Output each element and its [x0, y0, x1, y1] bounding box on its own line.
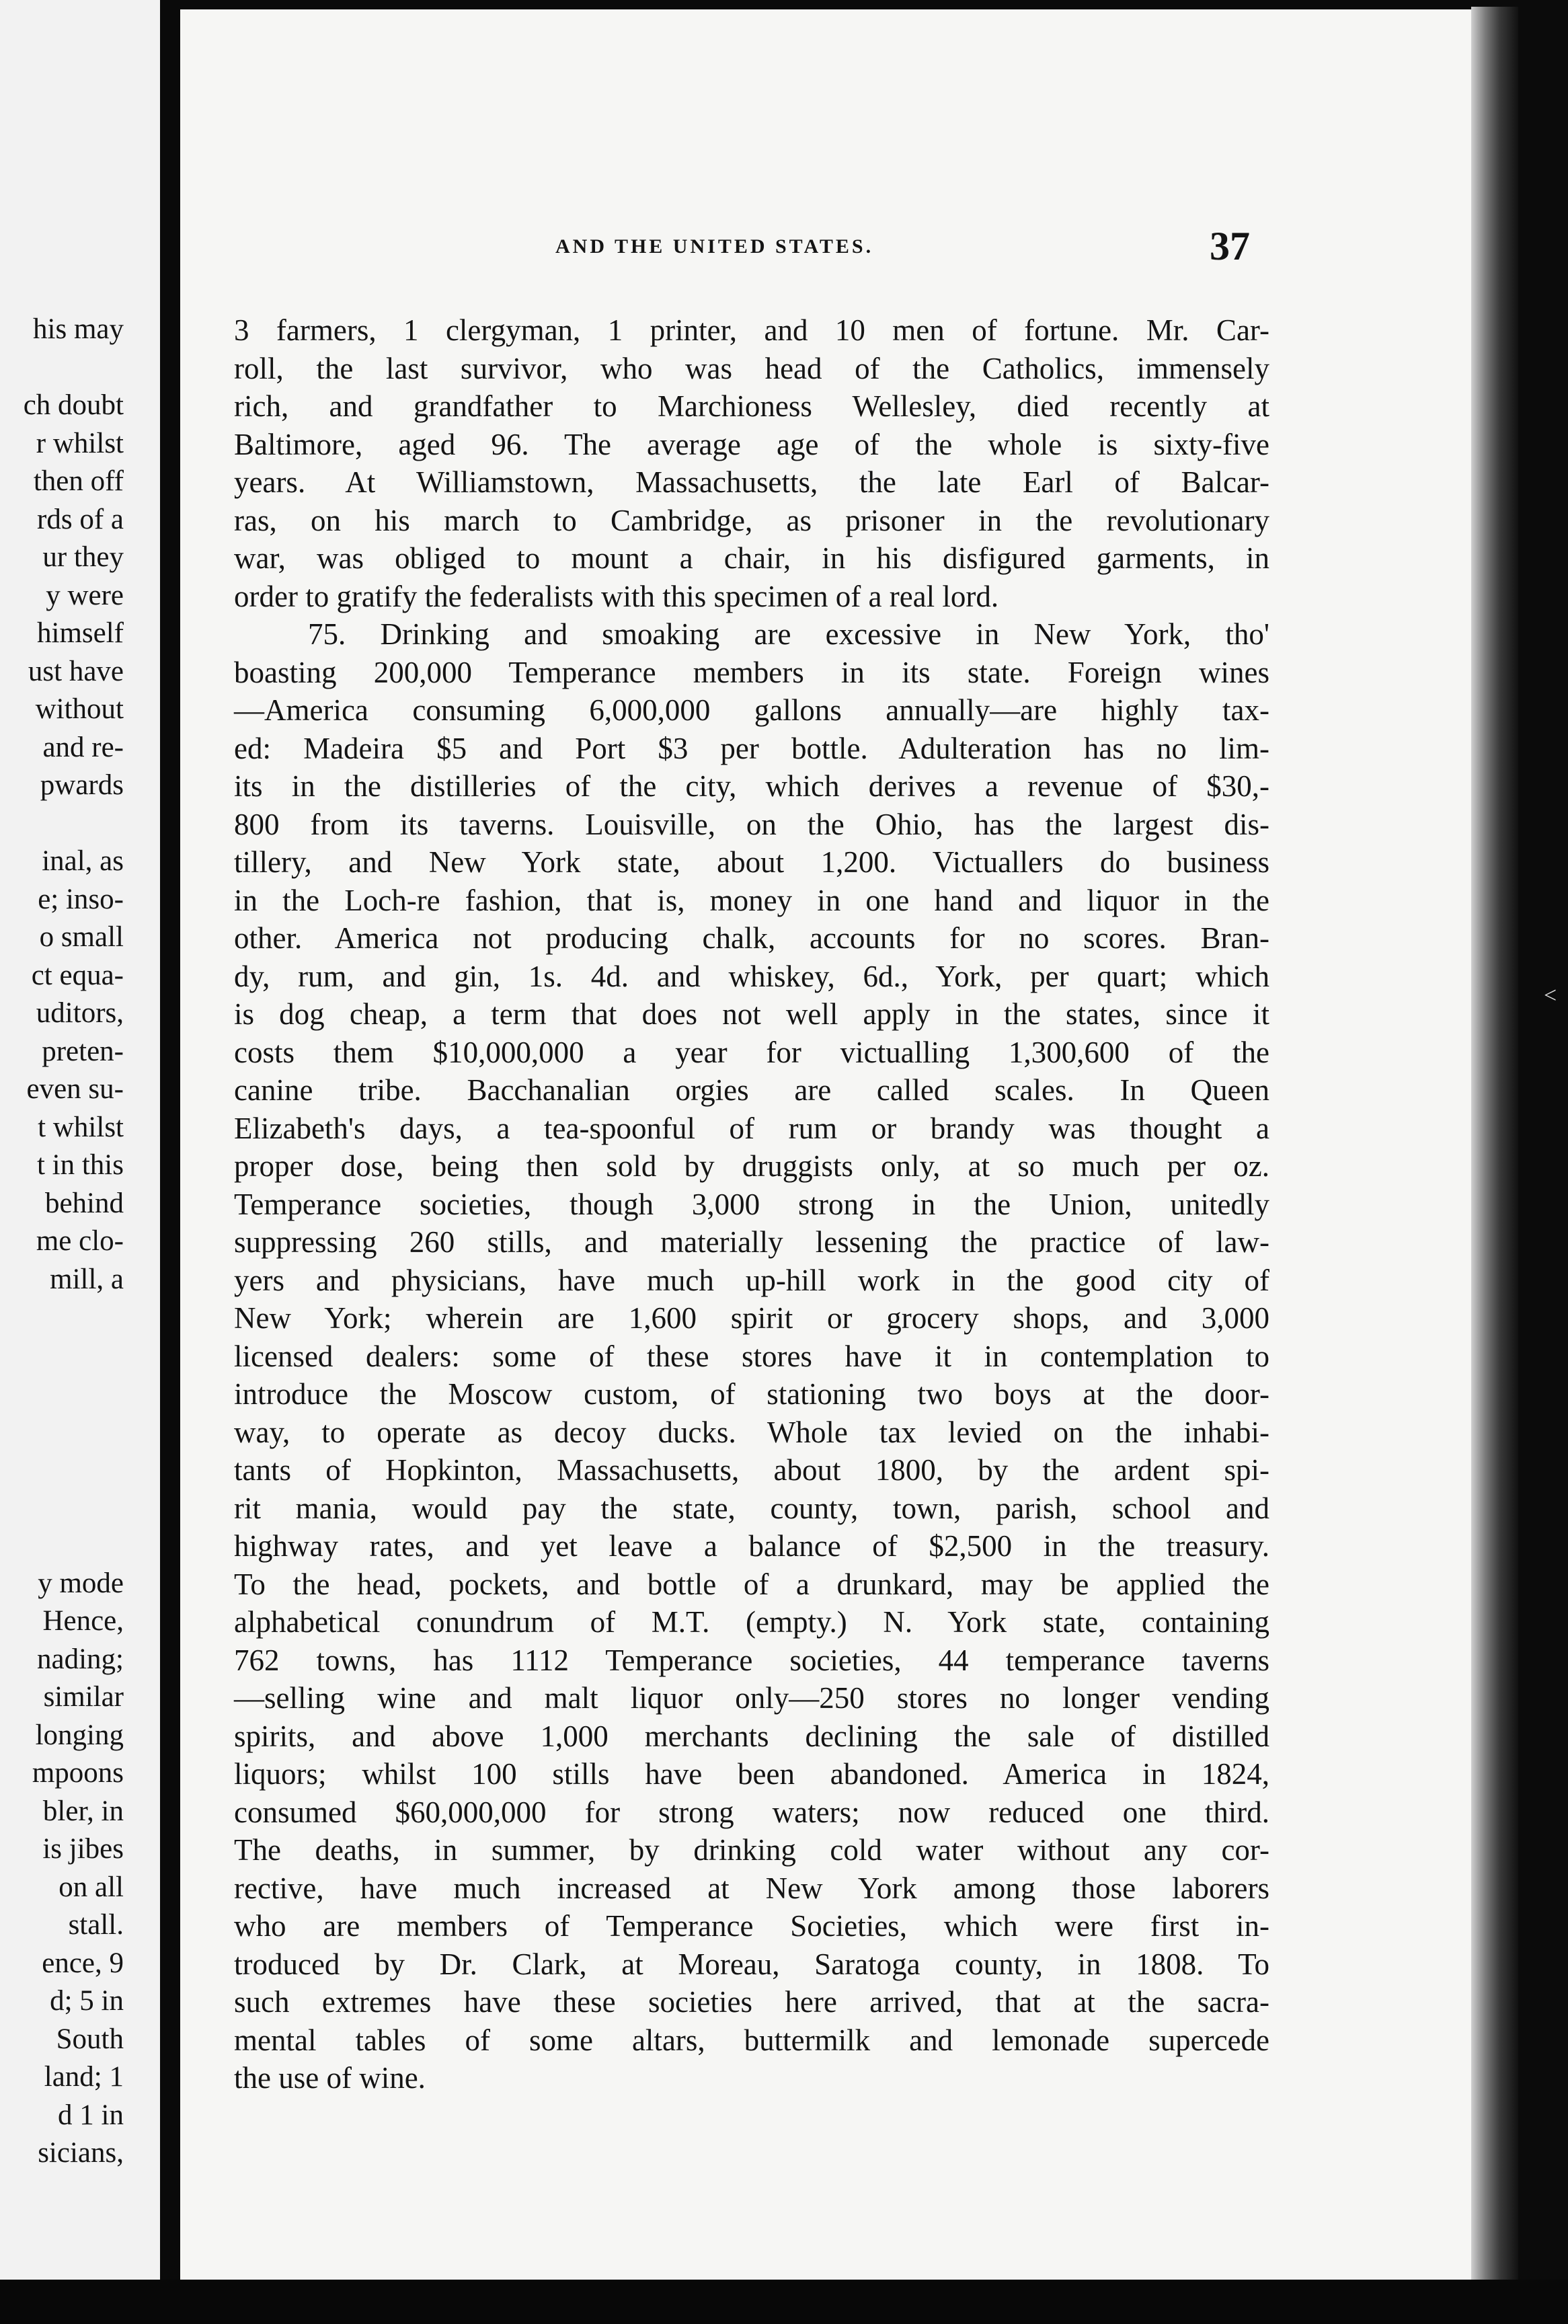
- previous-page-line: [24, 1450, 124, 1489]
- previous-page-line: similar: [43, 1681, 124, 1713]
- text-line: the use of wine.: [234, 2061, 426, 2095]
- text-line: 800 from its taverns. Louisville, on the Ohio, has the largest dis-: [234, 807, 1269, 841]
- previous-page-line: uditors,: [36, 997, 124, 1029]
- previous-page-line: [24, 1374, 124, 1413]
- text-line: who are members of Temperance Societies, which were first in-: [234, 1909, 1269, 1943]
- previous-page-line: ust have: [28, 655, 124, 687]
- text-line: highway rates, and yet leave a balance of $2,500 in the treasury.: [234, 1529, 1269, 1563]
- text-line: 762 towns, has 1112 Temperance societies, 44 temperance taverns: [234, 1643, 1269, 1677]
- text-line: —selling wine and malt liquor only—250 stores no longer vending: [234, 1681, 1269, 1715]
- text-line: rective, have much increased at New York among those laborers: [234, 1871, 1269, 1905]
- previous-page-line: mill, a: [50, 1263, 124, 1295]
- text-line: in the Loch-re fashion, that is, money in one hand and liquor in the: [234, 883, 1269, 917]
- edge-mark: <: [1544, 983, 1557, 1008]
- previous-page-line: and re-: [42, 731, 124, 763]
- previous-page-line: t whilst: [38, 1111, 124, 1143]
- previous-page-line: on all: [58, 1871, 124, 1903]
- previous-page-line: pwards: [40, 769, 124, 801]
- text-line: its in the distilleries of the city, which derives a revenue of $30,-: [234, 769, 1269, 803]
- text-line: rit mania, would pay the state, county, town, parish, school and: [234, 1491, 1269, 1525]
- previous-page-line: d; 5 in: [50, 1985, 124, 2017]
- previous-page-line: [24, 1489, 124, 1527]
- text-line: 75. Drinking and smoaking are excessive in New York, tho': [308, 617, 1269, 651]
- previous-page-line: ur they: [42, 541, 124, 573]
- page-edge-shadow: [1471, 7, 1518, 2280]
- previous-page-line: Hence,: [42, 1605, 124, 1637]
- text-line: suppressing 260 stills, and materially lessening the practice of law-: [234, 1225, 1269, 1259]
- previous-page-line: ch doubt: [23, 389, 124, 421]
- text-line: is dog cheap, a term that does not well apply in the states, since it: [234, 997, 1269, 1031]
- text-line: troduced by Dr. Clark, at Moreau, Saratoga county, in 1808. To: [234, 1947, 1269, 1981]
- text-line: rich, and grandfather to Marchioness Wellesley, died recently at: [234, 389, 1269, 423]
- previous-page-line: behind: [44, 1187, 124, 1219]
- text-line: ras, on his march to Cambridge, as prisoner in the revolutionary: [234, 503, 1269, 537]
- text-line: yers and physicians, have much up-hill work in the good city of: [234, 1263, 1269, 1297]
- text-line: consumed $60,000,000 for strong waters; now reduced one third.: [234, 1795, 1269, 1829]
- previous-page-line: [24, 1526, 124, 1565]
- previous-page-line: bler, in: [42, 1795, 124, 1827]
- text-line: spirits, and above 1,000 merchants declining the sale of distilled: [234, 1719, 1269, 1753]
- previous-page-line: is jibes: [42, 1833, 124, 1865]
- previous-page-line: mpoons: [32, 1757, 124, 1789]
- previous-page-line: [24, 349, 124, 387]
- body-text: [234, 311, 1269, 2097]
- text-line: introduce the Moscow custom, of stationing two boys at the door-: [234, 1377, 1269, 1411]
- previous-page-line: [24, 805, 124, 843]
- previous-page-line: d 1 in: [58, 2099, 124, 2131]
- running-head: AND THE UNITED STATES.: [555, 235, 874, 258]
- text-line: 3 farmers, 1 clergyman, 1 printer, and 10 men of fortune. Mr. Car-: [234, 313, 1269, 347]
- text-line: costs them $10,000,000 a year for victualling 1,300,600 of the: [234, 1035, 1269, 1069]
- text-line: ed: Madeira $5 and Port $3 per bottle. Adulteration has no lim-: [234, 731, 1269, 765]
- previous-page-line: r whilst: [36, 427, 124, 459]
- previous-page-line: ct equa-: [31, 959, 124, 991]
- text-line: such extremes have these societies here arrived, that at the sacra-: [234, 1985, 1269, 2019]
- book-page: [180, 9, 1471, 2280]
- text-line: proper dose, being then sold by druggists only, at so much per oz.: [234, 1149, 1269, 1183]
- previous-page-line: land; 1: [44, 2061, 124, 2093]
- previous-page-line: longing: [35, 1719, 124, 1751]
- previous-page-line: preten-: [42, 1035, 124, 1067]
- text-line: The deaths, in summer, by drinking cold water without any cor-: [234, 1833, 1269, 1867]
- previous-page-line: y mode: [38, 1567, 124, 1599]
- text-line: tillery, and New York state, about 1,200. Victuallers do business: [234, 845, 1269, 879]
- text-line: boasting 200,000 Temperance members in its state. Foreign wines: [234, 655, 1269, 689]
- binding-gutter: [161, 0, 180, 2324]
- text-line: —America consuming 6,000,000 gallons annually—are highly tax-: [234, 693, 1269, 727]
- previous-page-line: without: [35, 693, 124, 725]
- scan-bottom-border: [0, 2280, 1568, 2324]
- text-line: tants of Hopkinton, Massachusetts, about 1800, by the ardent spi-: [234, 1453, 1269, 1487]
- text-line: Baltimore, aged 96. The average age of the whole is sixty-five: [234, 427, 1269, 461]
- text-line: licensed dealers: some of these stores have it in contemplation to: [234, 1339, 1269, 1373]
- previous-page-line: even su-: [26, 1073, 124, 1105]
- text-line: roll, the last survivor, who was head of the Catholics, immensely: [234, 351, 1269, 385]
- text-line: To the head, pockets, and bottle of a drunkard, may be applied the: [234, 1567, 1269, 1601]
- text-line: way, to operate as decoy ducks. Whole tax levied on the inhabi-: [234, 1415, 1269, 1449]
- text-line: war, was obliged to mount a chair, in his disfigured garments, in: [234, 541, 1269, 575]
- previous-page-line: his may: [33, 313, 124, 345]
- text-line: Elizabeth's days, a tea-spoonful of rum or brandy was thought a: [234, 1111, 1269, 1145]
- previous-page-line: t in this: [36, 1149, 124, 1181]
- previous-page-line: then off: [33, 465, 124, 497]
- previous-page-line: [24, 1337, 124, 1375]
- previous-page-line: inal, as: [42, 845, 124, 877]
- previous-page-line: rds of a: [37, 503, 124, 535]
- previous-page-line: himself: [37, 617, 124, 649]
- text-line: years. At Williamstown, Massachusetts, the late Earl of Balcar-: [234, 465, 1269, 499]
- previous-page-line: e; inso-: [38, 883, 124, 915]
- text-line: other. America not producing chalk, accounts for no scores. Bran-: [234, 921, 1269, 955]
- previous-page-line: South: [56, 2023, 124, 2055]
- previous-page-line: stall.: [68, 1909, 124, 1941]
- previous-page-line: o small: [39, 921, 124, 953]
- previous-page-line: me clo-: [36, 1225, 124, 1257]
- text-line: alphabetical conundrum of M.T. (empty.) N. York state, containing: [234, 1605, 1269, 1639]
- text-line: mental tables of some altars, buttermilk and lemonade supercede: [234, 2023, 1269, 2057]
- previous-page-line: sicians,: [38, 2137, 124, 2169]
- previous-page-text: [24, 311, 124, 2173]
- text-line: order to gratify the federalists with this specimen of a real lord.: [234, 579, 999, 613]
- previous-page-line: nading;: [37, 1643, 124, 1675]
- text-line: liquors; whilst 100 stills have been abandoned. America in 1824,: [234, 1757, 1269, 1791]
- previous-page-line: ence, 9: [42, 1947, 124, 1979]
- text-line: canine tribe. Bacchanalian orgies are called scales. In Queen: [234, 1073, 1269, 1107]
- text-line: Temperance societies, though 3,000 strong in the Union, unitedly: [234, 1187, 1269, 1221]
- text-line: New York; wherein are 1,600 spirit or grocery shops, and 3,000: [234, 1301, 1269, 1335]
- previous-page-line: y were: [46, 579, 124, 611]
- previous-page-line: [24, 1413, 124, 1451]
- text-line: dy, rum, and gin, 1s. 4d. and whiskey, 6d., York, per quart; which: [234, 959, 1269, 993]
- previous-page: [0, 0, 160, 2280]
- previous-page-line: [24, 1299, 124, 1337]
- page-number: 37: [1210, 224, 1250, 268]
